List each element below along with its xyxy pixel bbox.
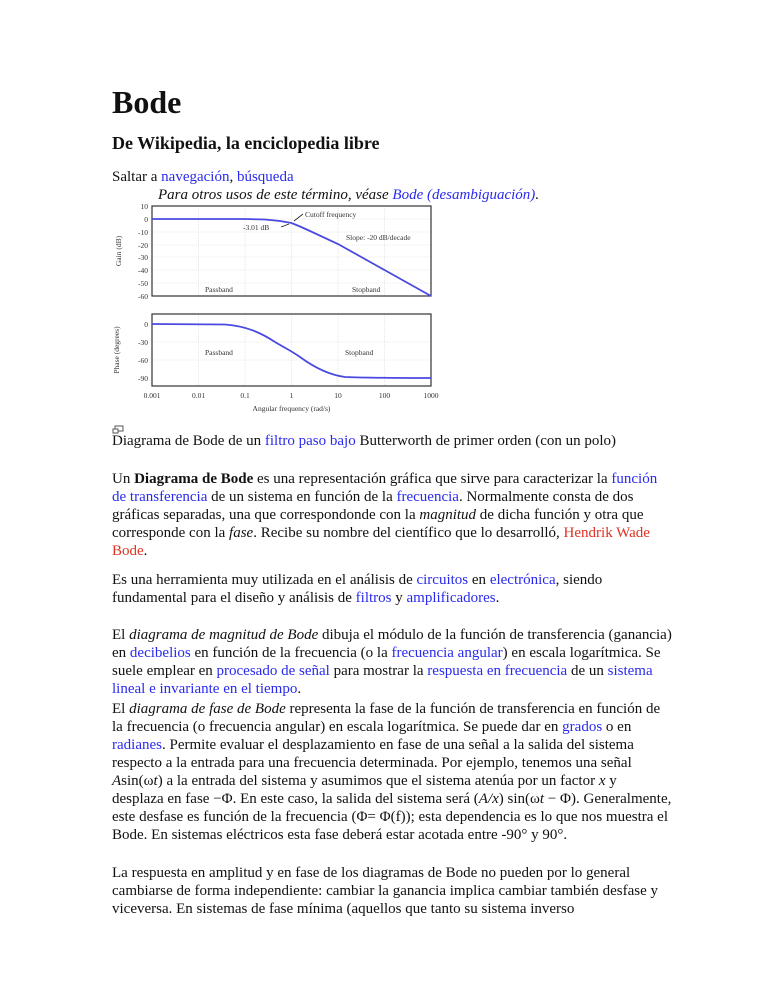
jump-search-link[interactable]: búsqueda [236, 169, 294, 185]
svg-text:0.001: 0.001 [143, 391, 161, 400]
svg-text:-10: -10 [138, 228, 148, 237]
svg-text:Angular frequency (rad/s): Angular frequency (rad/s) [252, 404, 331, 413]
svg-text:-60: -60 [138, 356, 148, 365]
jump-links [112, 168, 294, 186]
hendrik-wade-bode-link[interactable]: Hendrik Wade Bode [112, 525, 650, 559]
svg-text:Passband: Passband [205, 285, 233, 294]
svg-text:0: 0 [144, 320, 148, 329]
paragraph-intro: Un Diagrama de Bode es una representación gráfica que sirve para caracterizar la función de transferencia de un sistema en función de la frecuencia. Normalmente consta de dos gráficas separadas, una que correspondonde con la magnitud de dicha función y otra que corresponde con la fase. Recibe su nombre del científico que lo desarrolló, Hendrik Wade Bode. [112, 471, 658, 559]
svg-text:0: 0 [144, 215, 148, 224]
svg-text:1: 1 [289, 391, 294, 400]
svg-text:-90: -90 [138, 374, 148, 383]
phase-plot [112, 314, 439, 413]
svg-text:-50: -50 [138, 279, 148, 288]
svg-text:0.1: 0.1 [240, 391, 250, 400]
frequency-link[interactable]: frecuencia [396, 489, 459, 505]
page-title: Bode [112, 84, 182, 120]
paragraph-usage: Es una herramienta muy utilizada en el análisis de circuitos en electrónica, siendo fundamental para el diseño y análisis de filtros y amplificadores. [112, 572, 603, 606]
decibels-link[interactable]: decibelios [129, 645, 191, 661]
svg-text:Stopband: Stopband [352, 285, 381, 294]
bode-figure[interactable] [100, 200, 445, 420]
svg-text:1000: 1000 [423, 391, 439, 400]
figure-caption: Diagrama de Bode de un filtro paso bajo Butterworth de primer orden (con un polo) [112, 433, 617, 449]
amplifiers-link[interactable]: amplificadores [406, 590, 496, 606]
jump-prefix: Saltar a [112, 169, 162, 185]
svg-text:10: 10 [140, 202, 148, 211]
low-pass-filter-link[interactable]: filtro paso bajo [264, 433, 356, 449]
filters-link[interactable]: filtros [355, 590, 392, 606]
lti-system-link[interactable]: sistema lineal e invariante en el tiempo [112, 663, 653, 697]
svg-text:-30: -30 [138, 253, 148, 262]
svg-text:10: 10 [334, 391, 342, 400]
svg-text:-40: -40 [138, 266, 148, 275]
svg-text:-30: -30 [138, 338, 148, 347]
svg-text:-60: -60 [138, 292, 148, 301]
gain-plot [114, 202, 431, 301]
svg-text:0.01: 0.01 [191, 391, 206, 400]
disambig-end: . [535, 187, 540, 203]
signal-processing-link[interactable]: procesado de señal [216, 663, 330, 679]
enlarge-icon[interactable] [112, 422, 124, 432]
circuits-link[interactable]: circuitos [416, 572, 469, 588]
paragraph-magnitude: El diagrama de magnitud de Bode dibuja el módulo de la función de transferencia (ganancia) en decibelios en función de la frecuencia (o la frecuencia angular) en escala logarítmica. Se suele emplear en procesado de señal para mostrar la respuesta en frecuencia de un sistema lineal e invariante en el tiempo. [112, 627, 672, 697]
svg-text:100: 100 [378, 391, 391, 400]
svg-text:Stopband: Stopband [345, 348, 374, 357]
svg-text:-3.01 dB: -3.01 dB [243, 223, 270, 232]
transfer-function-link[interactable]: función de transferencia [112, 471, 658, 505]
disambig-text: Para otros usos de este término, véase [158, 187, 393, 203]
svg-text:Slope: -20 dB/decade: Slope: -20 dB/decade [346, 233, 411, 242]
svg-text:-20: -20 [138, 241, 148, 250]
paragraph-response: La respuesta en amplitud y en fase de los diagramas de Bode no pueden por lo general cambiarse de forma independiente: cambiar la ganancia implica cambiar también desfase y viceversa. En sistemas de fase mínima (aquellos que tanto su sistema inverso [112, 865, 658, 917]
angular-frequency-link[interactable]: frecuencia angular [391, 645, 503, 661]
svg-text:Phase (degrees): Phase (degrees) [112, 326, 121, 374]
svg-text:Cutoff frequency: Cutoff frequency [305, 210, 357, 219]
jump-navigation-link[interactable]: navegación [161, 169, 230, 185]
jump-sep: , [229, 169, 237, 185]
electronics-link[interactable]: electrónica [489, 572, 556, 588]
radians-link[interactable]: radianes [112, 737, 162, 753]
frequency-response-link[interactable]: respuesta en frecuencia [427, 663, 568, 679]
svg-text:Passband: Passband [205, 348, 233, 357]
page-subtitle: De Wikipedia, la enciclopedia libre [112, 133, 380, 153]
disambiguation-link[interactable]: Bode (desambiguación) [392, 187, 536, 203]
paragraph-phase: El diagrama de fase de Bode representa la fase de la función de transferencia en función de la frecuencia (o frecuencia angular) en escala logarítmica. Se puede dar en grados o en radianes. Permite evaluar el desplazamiento en fase de una señal a la salida del sistema respecto a la entrada para una frecuencia determinada. Por ejemplo, tenemos una señal Asin(ωt) a la entrada del sistema y asumimos que el sistema atenúa por un factor x y desplaza en fase −Φ. En este caso, la salida del sistema será (A/x) sin(ωt − Φ). Generalmente, este desfase es función de la frecuencia (Φ= Φ(f)); esta dependencia es lo que nos muestra el Bode. En sistemas eléctricos esta fase deberá estar acotada entre -90° y 90°. [112, 701, 672, 843]
svg-text:Gain (dB): Gain (dB) [114, 235, 123, 267]
degrees-link[interactable]: grados [562, 719, 603, 735]
